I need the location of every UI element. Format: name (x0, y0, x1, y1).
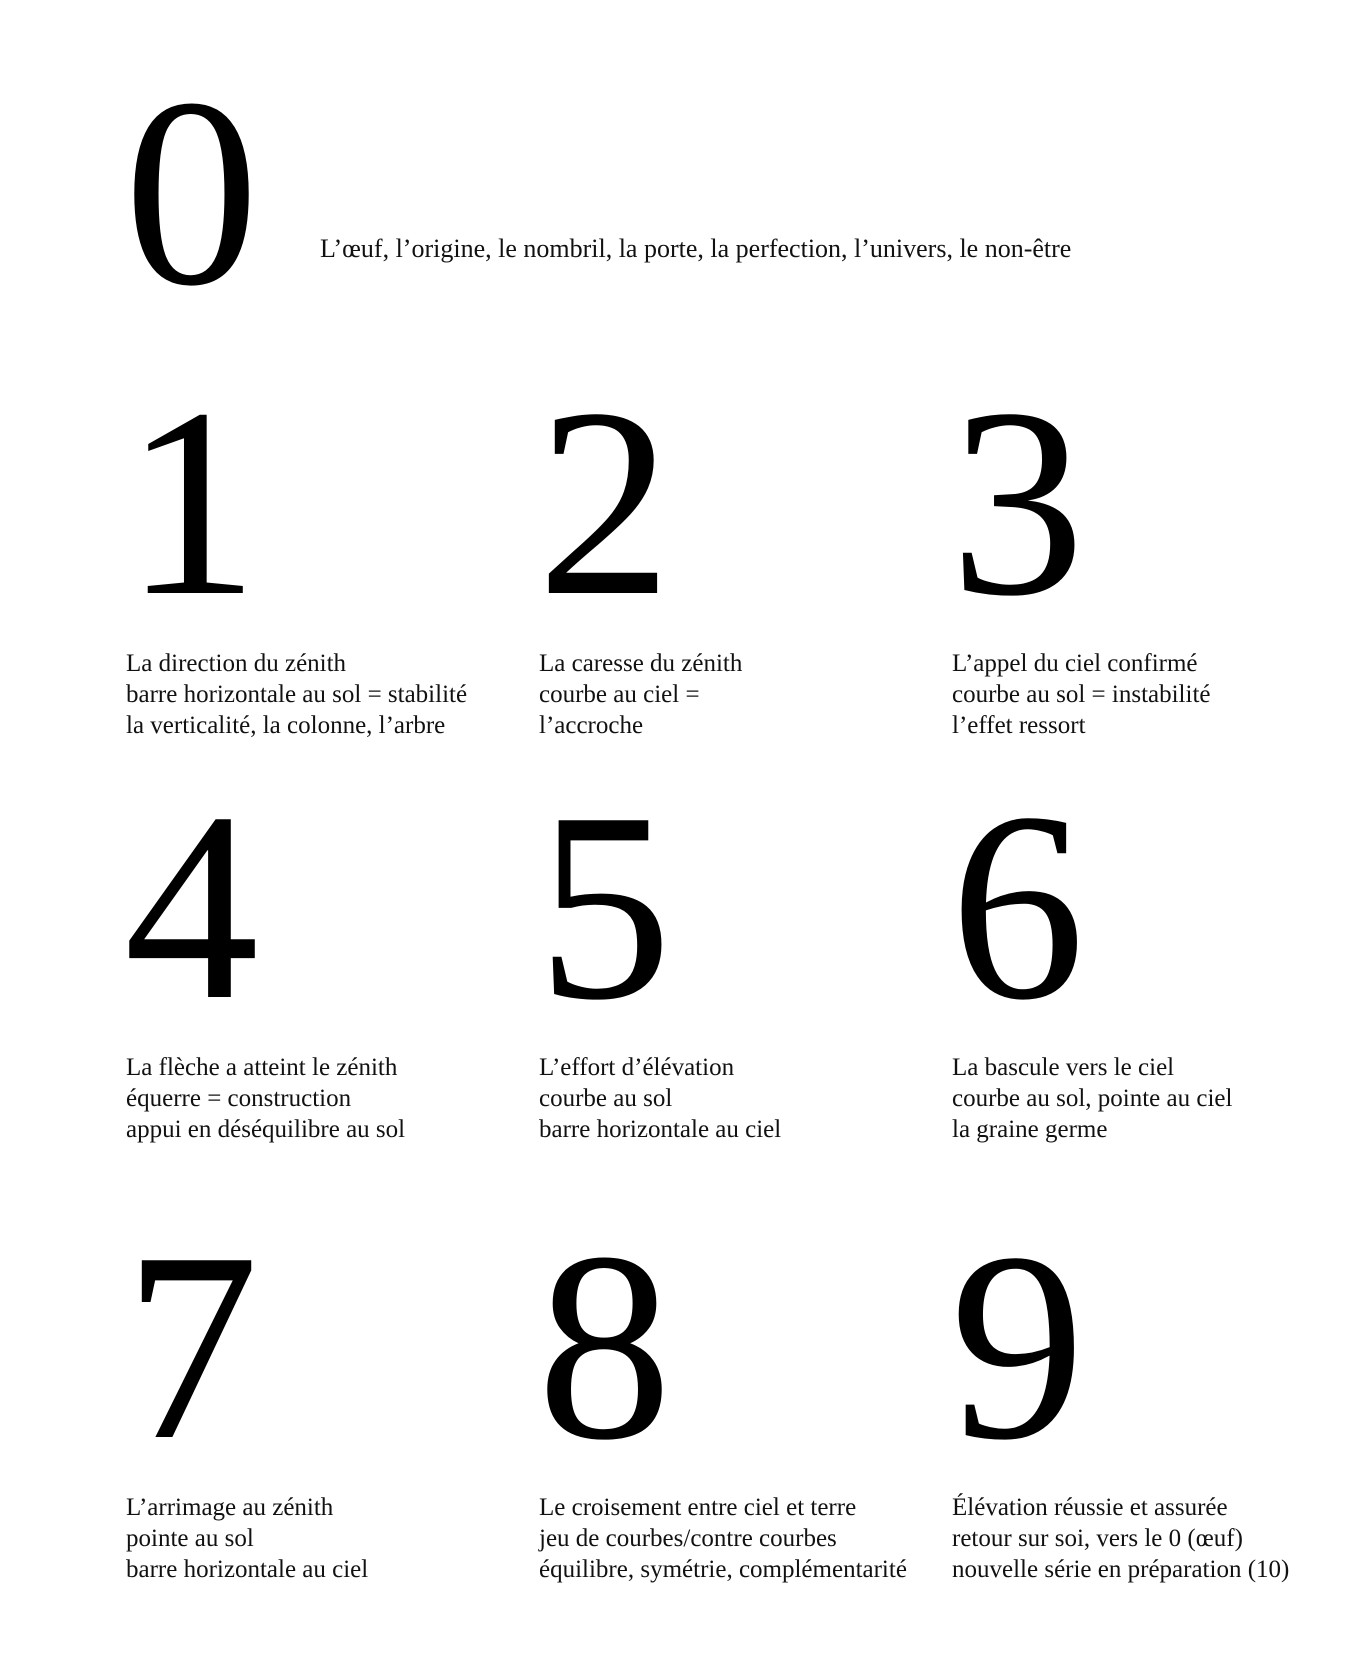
number-cell-9 (950, 1197, 1365, 1592)
caption-line: L’arrimage au zénith (126, 1494, 334, 1521)
caption-line: barre horizontale au sol = stabilité (126, 681, 468, 708)
caption-line: Élévation réussie et assurée (952, 1494, 1228, 1521)
caption-line: La caresse du zénith (539, 650, 743, 677)
number-cell-8 (537, 1197, 957, 1592)
caption-line: La bascule vers le ciel (952, 1054, 1175, 1081)
caption-four (126, 1052, 405, 1145)
caption-nine (952, 1492, 1289, 1585)
zero-caption: L’œuf, l’origine, le nombril, la porte, la perfection, l’univers, le non-être (320, 234, 1072, 263)
number-cell-4 (124, 757, 544, 1152)
caption-line: barre horizontale au ciel (126, 1556, 369, 1583)
caption-line: la graine germe (952, 1116, 1108, 1143)
caption-two (539, 648, 742, 741)
number-cell-2 (537, 353, 957, 748)
caption-line: courbe au sol (539, 1085, 673, 1112)
digit-seven: 7 (124, 1197, 259, 1496)
number-cell-5 (537, 757, 957, 1152)
number-cell-3 (950, 353, 1365, 748)
number-cell-6 (950, 757, 1365, 1152)
digit-eight: 8 (537, 1197, 672, 1496)
digit-zero: 0 (124, 43, 259, 342)
caption-line: La direction du zénith (126, 650, 347, 677)
caption-five (539, 1052, 781, 1145)
digit-five: 5 (537, 757, 672, 1056)
number-cell-7 (124, 1197, 544, 1592)
caption-line: L’appel du ciel confirmé (952, 650, 1198, 677)
caption-line: équilibre, symétrie, complémentarité (539, 1556, 907, 1583)
caption-line: courbe au sol = instabilité (952, 681, 1211, 708)
caption-line: la verticalité, la colonne, l’arbre (126, 712, 446, 739)
caption-line: l’accroche (539, 712, 644, 739)
digit-two: 2 (537, 353, 672, 652)
digit-one: 1 (124, 353, 259, 652)
number-cell-1 (124, 353, 544, 748)
caption-line: jeu de courbes/contre courbes (539, 1525, 837, 1552)
caption-line: L’effort d’élévation (539, 1054, 735, 1081)
digit-nine: 9 (950, 1197, 1085, 1496)
caption-line: retour sur soi, vers le 0 (œuf) (952, 1525, 1243, 1552)
caption-line: appui en déséquilibre au sol (126, 1116, 406, 1143)
caption-line: l’effet ressort (952, 712, 1086, 739)
caption-line: courbe au ciel = (539, 681, 700, 708)
caption-six (952, 1052, 1232, 1145)
caption-line: courbe au sol, pointe au ciel (952, 1085, 1233, 1112)
digit-four: 4 (124, 757, 259, 1056)
caption-seven (126, 1492, 368, 1585)
caption-line: pointe au sol (126, 1525, 254, 1552)
caption-eight (539, 1492, 907, 1585)
caption-one (126, 648, 467, 741)
digit-three: 3 (950, 353, 1085, 652)
caption-line: barre horizontale au ciel (539, 1116, 782, 1143)
digit-six: 6 (950, 757, 1085, 1056)
caption-line: équerre = construction (126, 1085, 352, 1112)
caption-line: La flèche a atteint le zénith (126, 1054, 398, 1081)
caption-line: nouvelle série en préparation (10) (952, 1556, 1290, 1583)
caption-three (952, 648, 1210, 741)
caption-line: Le croisement entre ciel et terre (539, 1494, 857, 1521)
